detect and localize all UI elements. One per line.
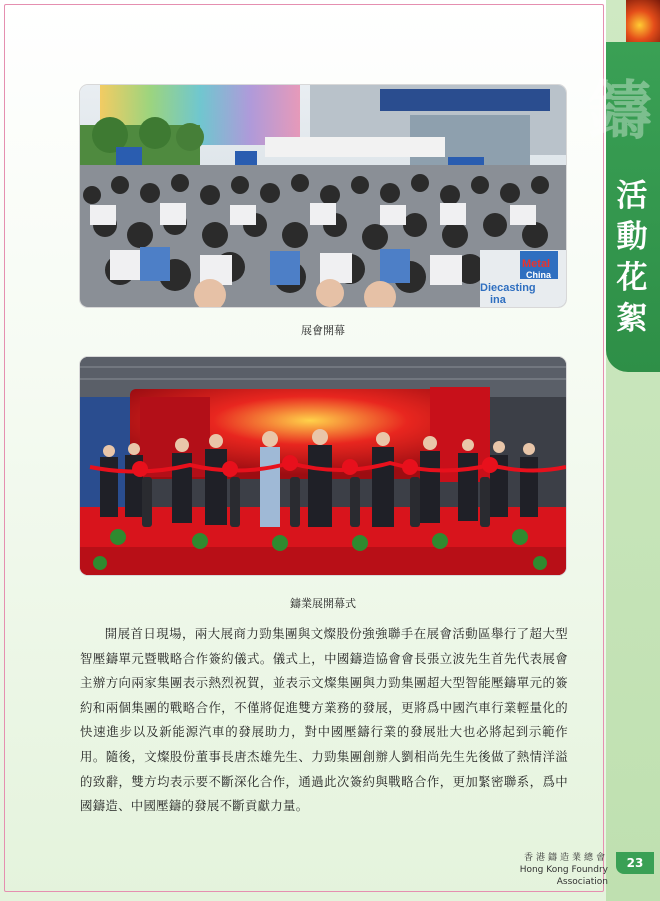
- footer-org-en: Hong Kong Foundry Association: [519, 865, 608, 887]
- photo-caption: 展會開幕: [301, 324, 345, 337]
- logo-text-bottom2: ina: [490, 294, 506, 306]
- ceremony-illustration: [80, 357, 566, 575]
- corner-decoration: [626, 0, 660, 42]
- section-title: [614, 178, 650, 338]
- section-title-char: 活: [616, 178, 648, 214]
- photo-caption: 鑄業展開幕式: [290, 597, 356, 610]
- footer-org-zh: 香港鑄造業總會: [523, 853, 608, 863]
- crowd-illustration: [80, 85, 566, 307]
- section-big-char: 鑄: [588, 74, 652, 149]
- logo-text-mid: China: [526, 270, 552, 280]
- footer-organization: [470, 852, 608, 888]
- section-title-char: 花: [616, 260, 648, 296]
- photo-expo-opening: [80, 85, 566, 307]
- logo-text-top: Metal: [522, 258, 551, 270]
- section-title-char: 動: [616, 219, 648, 255]
- section-title-char: 絮: [616, 301, 648, 337]
- page-number: 23: [616, 852, 654, 874]
- photo-opening-ceremony: [80, 357, 566, 575]
- article-paragraph: 開展首日現場，兩大展商力勁集團與文燦股份強強聯手在展會活動區舉行了超大型智壓鑄單元暨戰略合作簽約儀式。儀式上，中國鑄造協會會長張立波先生首先代表展會主辦方向兩家集團表示熱烈祝賀，並表示文燦集團與力勁集團超大型智能壓鑄單元的簽約和兩個集團的戰略合作，不僅將促進雙方業務的發展，更將爲中國汽車行業輕量化的快速進步以及新能源汽車的發展助力，對中國壓鑄行業的發展壯大也必將起到示範作用。隨後，文燦股份董事長唐杰雄先生、力勁集團創辦人劉相尚先生先後做了熱情洋溢的致辭，雙方均表示要不斷深化合作，通過此次簽約與戰略合作，更加緊密聯系，爲中國鑄造、中國壓鑄的發展不斷貢獻力量。: [80, 626, 568, 814]
- logo-text-bottom: Diecasting: [480, 282, 536, 294]
